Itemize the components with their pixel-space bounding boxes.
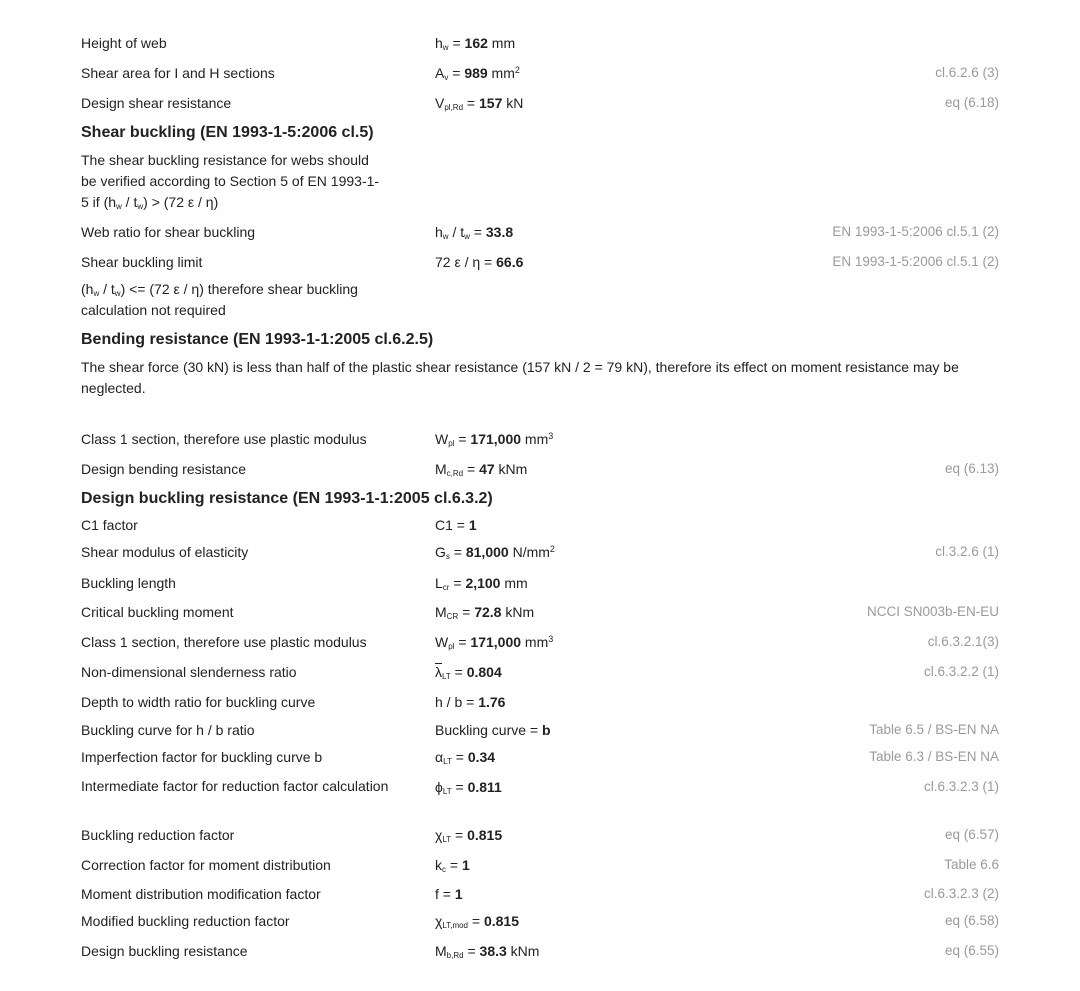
shear-buckling-intro: The shear buckling resistance for webs should be verified according to Section 5 of EN 1993-1-5 if $(h_w / t_w) > (72$ ε / η)	[81, 152, 380, 211]
value-phi: $\phi_{LT} = 0.811$	[435, 779, 502, 796]
value-kc: $k_c = 1$	[435, 857, 470, 874]
row-modified-buckling-reduction: Modified buckling reduction factor $\chi_{LT,mod} = 0.815$ eq (6.58)	[81, 910, 999, 932]
reference: eq (6.58)	[944, 913, 999, 928]
reference: Table 6.5 / BS-EN NA	[869, 722, 999, 737]
row-design-bending-resistance: Design bending resistance $M_{c,Rd} = 47$ kNm eq (6.13)	[81, 458, 999, 480]
value-alpha: $\alpha_{LT} = 0.34$	[435, 749, 496, 766]
value-mcr: $M_{CR} = 72.8$ kNm	[435, 604, 535, 621]
reference: eq (6.57)	[944, 827, 999, 842]
reference: eq (6.13)	[944, 461, 999, 476]
value-web-ratio: $h_w / t_w = 33.8$	[435, 224, 514, 241]
row-web-ratio: Web ratio for shear buckling $h_w / t_w = 33.8$ EN 1993-1-5:2006 cl.5.1 (2)	[81, 221, 999, 243]
reference: Table 6.6	[944, 857, 999, 872]
reference: EN 1993-1-5:2006 cl.5.1 (2)	[832, 224, 999, 239]
value-wpl: $W_{pl} = 171,000$ $mm^3$	[435, 431, 554, 448]
reference: cl.6.3.2.3 (2)	[923, 886, 999, 901]
value-f: f = 1	[435, 886, 463, 902]
value-gs: $G_s = 81,000$ $N/mm^2$	[435, 544, 555, 561]
row-critical-buckling-moment: Critical buckling moment $M_{CR} = 72.8$ kNm NCCI SN003b-EN-EU	[81, 601, 999, 623]
row-shear-buckling-limit: Shear buckling limit 72 ε / η = 66.6 EN 1993-1-5:2006 cl.5.1 (2)	[81, 251, 999, 273]
value-lambda: $\overline{\lambda}_{LT} = 0.804$	[435, 664, 502, 681]
reference: eq (6.18)	[944, 95, 999, 110]
row-plastic-modulus: Class 1 section, therefore use plastic modulus $W_{pl} = 171,000$ $mm^3$	[81, 428, 999, 450]
value-chi-mod: $\chi_{LT,mod} = 0.815$	[435, 913, 520, 930]
row-shear-modulus: Shear modulus of elasticity $G_s = 81,000$ $N/mm^2$ cl.3.2.6 (1)	[81, 541, 999, 563]
row-imperfection-factor: Imperfection factor for buckling curve b $\alpha_{LT} = 0.34$ Table 6.3 / BS-EN NA	[81, 746, 999, 768]
row-buckling-reduction-factor: Buckling reduction factor $\chi_{LT} = 0.815$ eq (6.57)	[81, 824, 999, 846]
row-c1-factor: C1 factor C1 = 1	[81, 514, 999, 536]
bending-note: The shear force (30 kN) is less than half of the plastic shear resistance (157 kN / 2 = 79 kN), therefore its effect on moment resistance may be neglected.	[81, 359, 959, 396]
row-plastic-modulus-2: Class 1 section, therefore use plastic modulus $W_{pl} = 171,000$ $mm^3$ cl.6.3.2.1(3)	[81, 631, 999, 653]
value-mcrd: $M_{c,Rd} = 47$ kNm	[435, 461, 528, 478]
reference: EN 1993-1-5:2006 cl.5.1 (2)	[832, 254, 999, 269]
reference: cl.6.2.6 (3)	[935, 65, 999, 80]
value-hw: $h_w = 162$ mm	[435, 35, 516, 52]
value-hb: h / b = 1.76	[435, 694, 506, 710]
value-wpl-2: $W_{pl} = 171,000$ $mm^3$	[435, 634, 554, 651]
shear-buckling-conclusion: $(h_w / t_w) <= (72$ ε / η) therefore shear buckling calculation not required	[81, 281, 358, 318]
row-slenderness-ratio: Non-dimensional slenderness ratio $\overline{\lambda}_{LT} = 0.804$ cl.6.3.2.2 (1)	[81, 661, 999, 683]
value-lcr: $L_{cr} = 2,100$ mm	[435, 575, 528, 592]
row-design-buckling-resistance: Design buckling resistance $M_{b,Rd} = 38.3$ kNm eq (6.55)	[81, 940, 999, 962]
row-buckling-length: Buckling length $L_{cr} = 2,100$ mm	[81, 572, 999, 594]
heading-shear-buckling: Shear buckling (EN 1993-1-5:2006 cl.5)	[81, 124, 374, 141]
reference: cl.6.3.2.1(3)	[927, 634, 999, 649]
row-intermediate-factor: Intermediate factor for reduction factor calculation $\phi_{LT} = 0.811$ cl.6.3.2.3 (1)	[81, 778, 999, 796]
value-av: $A_v = 989$ $mm^2$	[435, 65, 520, 82]
heading-design-buckling-resistance: Design buckling resistance (EN 1993-1-1:2005 cl.6.3.2)	[81, 490, 493, 507]
reference: cl.3.2.6 (1)	[935, 544, 999, 559]
row-design-shear-resistance: Design shear resistance $V_{pl,Rd} = 157$ kN eq (6.18)	[81, 92, 999, 114]
reference: NCCI SN003b-EN-EU	[866, 604, 999, 619]
reference: cl.6.3.2.3 (1)	[923, 779, 999, 794]
reference: Table 6.3 / BS-EN NA	[869, 749, 999, 764]
value-chi: $\chi_{LT} = 0.815$	[435, 827, 503, 844]
row-modification-factor: Moment distribution modification factor f = 1 cl.6.3.2.3 (2)	[81, 883, 999, 905]
row-correction-factor: Correction factor for moment distribution $k_c = 1$ Table 6.6	[81, 854, 999, 876]
row-depth-width-ratio: Depth to width ratio for buckling curve h / b = 1.76	[81, 691, 999, 713]
row-buckling-curve: Buckling curve for h / b ratio Buckling curve = b Table 6.5 / BS-EN NA	[81, 719, 999, 741]
heading-bending-resistance: Bending resistance (EN 1993-1-1:2005 cl.6.2.5)	[81, 331, 434, 348]
row-shear-area: Shear area for I and H sections $A_v = 989$ $mm^2$ cl.6.2.6 (3)	[81, 62, 999, 84]
value-buckling-curve: Buckling curve = b	[435, 722, 551, 738]
reference: eq (6.55)	[944, 943, 999, 958]
value-vplrd: $V_{pl,Rd} = 157$ kN	[435, 95, 524, 112]
reference: cl.6.3.2.2 (1)	[923, 664, 999, 679]
row-height-of-web: Height of web $h_w = 162$ mm	[81, 32, 999, 54]
value-mbrd: $M_{b,Rd} = 38.3$ kNm	[435, 943, 540, 960]
value-sb-limit: 72 ε / η = 66.6	[435, 254, 524, 270]
value-c1: C1 = 1	[435, 517, 477, 533]
